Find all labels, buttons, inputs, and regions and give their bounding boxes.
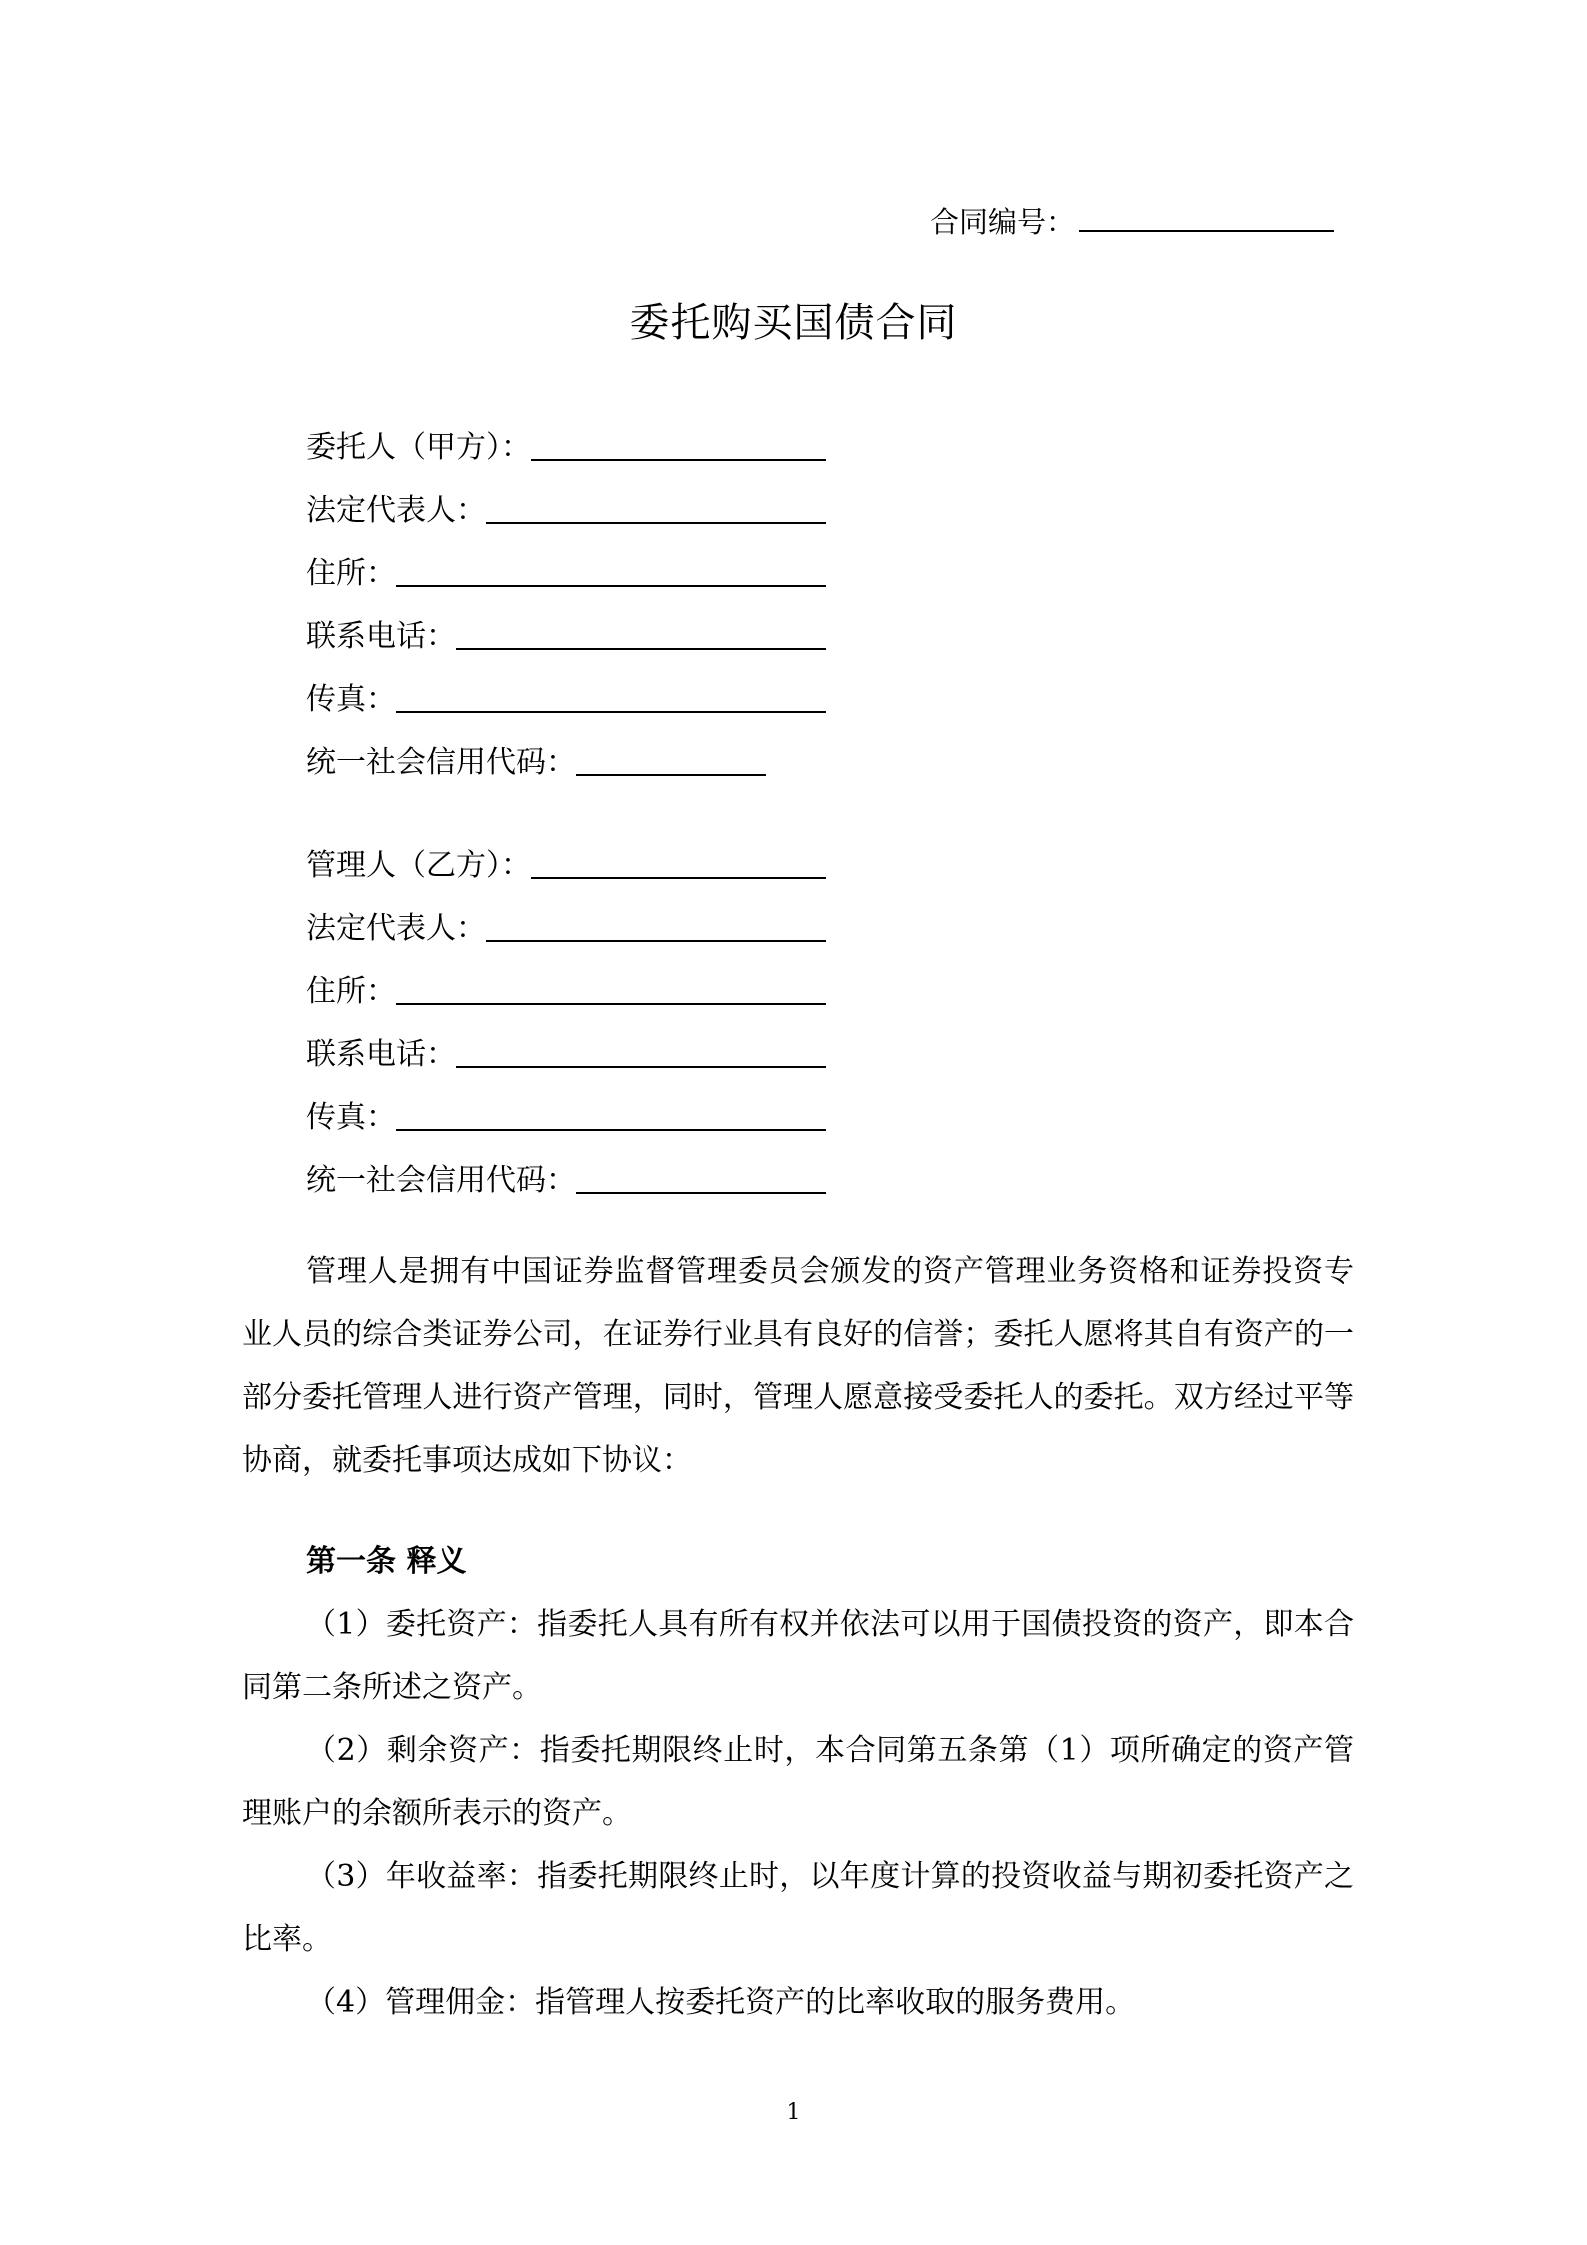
party-a-name-row — [306, 405, 826, 468]
party-b-address-row — [306, 949, 826, 1012]
party-b-info — [306, 823, 826, 1201]
party-a-name-label: 委托人（甲方）： — [306, 430, 531, 465]
party-b-address-blank[interactable] — [396, 973, 826, 1005]
party-b-name-label: 管理人（乙方）： — [306, 848, 531, 883]
party-a-phone-blank[interactable] — [456, 618, 826, 650]
party-b-name-blank[interactable] — [531, 847, 826, 879]
page-number: 1 — [786, 2100, 801, 2125]
document-title: 委托购买国债合同 — [629, 300, 958, 346]
party-a-credit-code-row — [306, 720, 826, 783]
party-a-credit-code-blank[interactable] — [576, 744, 766, 776]
party-b-legal-rep-blank[interactable] — [486, 910, 826, 942]
party-b-credit-code-label: 统一社会信用代码： — [306, 1163, 576, 1198]
party-a-address-blank[interactable] — [396, 555, 826, 587]
party-b-credit-code-blank[interactable] — [576, 1162, 826, 1194]
party-a-legal-rep-label: 法定代表人： — [306, 493, 486, 528]
party-a-fax-label: 传真： — [306, 682, 396, 717]
party-a-fax-blank[interactable] — [396, 681, 826, 713]
party-a-fax-row — [306, 657, 826, 720]
contract-number-line — [930, 200, 1355, 242]
party-a-info — [306, 405, 826, 783]
party-b-fax-blank[interactable] — [396, 1099, 826, 1131]
clause-4: （4）管理佣金：指管理人按委托资产的比率收取的服务费用。 — [306, 1985, 1136, 2020]
party-a-phone-label: 联系电话： — [306, 619, 456, 654]
party-a-legal-rep-blank[interactable] — [486, 492, 826, 524]
party-a-address-label: 住所： — [306, 556, 396, 591]
party-a-credit-code-label: 统一社会信用代码： — [306, 745, 576, 780]
party-b-phone-label: 联系电话： — [306, 1037, 456, 1072]
party-b-fax-label: 传真： — [306, 1100, 396, 1135]
contract-number-blank[interactable] — [1079, 200, 1334, 232]
party-a-name-blank[interactable] — [531, 429, 826, 461]
clause-3: （3）年收益率：指委托期限终止时，以年度计算的投资收益与期初委托资产之比率。 — [242, 1859, 1354, 1957]
article-1-clauses — [242, 1593, 1354, 2034]
party-b-name-row — [306, 823, 826, 886]
party-b-credit-code-row — [306, 1138, 826, 1201]
party-b-phone-row — [306, 1012, 826, 1075]
party-a-legal-rep-row — [306, 468, 826, 531]
party-b-legal-rep-label: 法定代表人： — [306, 911, 486, 946]
contract-number-label: 合同编号： — [930, 205, 1076, 239]
party-b-fax-row — [306, 1075, 826, 1138]
party-a-phone-row — [306, 594, 826, 657]
intro-paragraph: 管理人是拥有中国证券监督管理委员会颁发的资产管理业务资格和证券投资专业人员的综合类证券公司，在证券行业具有良好的信誉；委托人愿将其自有资产的一部分委托管理人进行资产管理，同时，管理人愿意接受委托人的委托。双方经过平等协商，就委托事项达成如下协议： — [242, 1254, 1354, 1478]
party-b-legal-rep-row — [306, 886, 826, 949]
party-b-phone-blank[interactable] — [456, 1036, 826, 1068]
article-1-heading: 第一条 释义 — [306, 1544, 467, 1579]
clause-2: （2）剩余资产：指委托期限终止时，本合同第五条第（1）项所确定的资产管理账户的余额所表示的资产。 — [242, 1733, 1354, 1831]
party-b-address-label: 住所： — [306, 974, 396, 1009]
party-a-address-row — [306, 531, 826, 594]
clause-1: （1）委托资产：指委托人具有所有权并依法可以用于国债投资的资产，即本合同第二条所述之资产。 — [242, 1607, 1354, 1705]
